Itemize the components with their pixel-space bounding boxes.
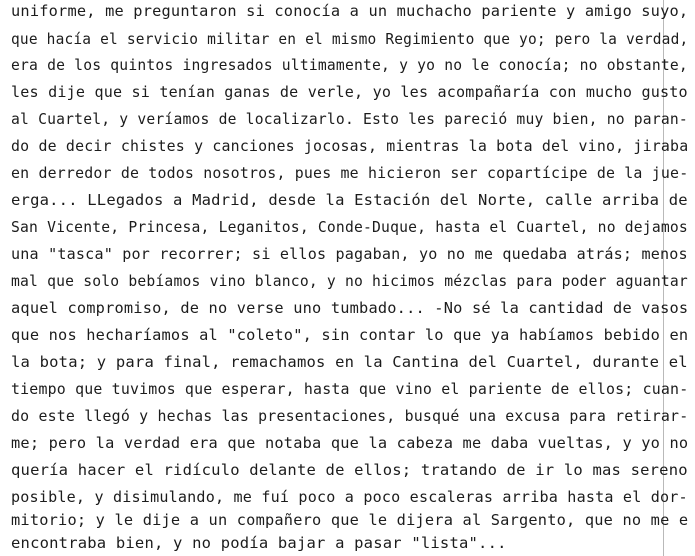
text-line: mal que solo bebíamos vino blanco, y no hicimos mézclas para poder aguantar [11, 272, 688, 290]
text-line: mitorio; y le dije a un compañero que le dijera al Sargento, que no me e [11, 511, 689, 529]
text-line: do de decir chistes y canciones jocosas, mientras la bota del vino, jiraba [11, 137, 689, 155]
text-line: la bota; y para final, remachamos en la Cantina del Cuartel, durante el [11, 353, 688, 371]
text-line: tiempo que tuvimos que esperar, hasta que vino el pariente de ellos; cuan- [11, 380, 689, 398]
text-line: en derredor de todos nosotros, pues me hicieron ser copartícipe de la jue- [11, 164, 689, 182]
text-line: erga... LLegados a Madrid, desde la Estación del Norte, calle arriba de [11, 191, 688, 209]
text-line: era de los quintos ingresados ultimamente, y yo no le conocía; no obstante, [11, 56, 688, 74]
text-line: les dije que si tenían ganas de verle, yo les acompañaría con mucho gusto [11, 83, 688, 101]
text-line: que nos hecharíamos al "coleto", sin contar lo que ya habíamos bebido en [11, 326, 689, 344]
text-line: una "tasca" por recorrer; si ellos pagaban, yo no me quedaba atrás; menos [11, 245, 688, 263]
text-line: quería hacer el ridículo delante de ellos; tratando de ir lo mas sereno [11, 461, 688, 479]
text-line: posible, y disimulando, me fuí poco a poco escaleras arriba hasta el dor- [11, 488, 688, 506]
text-line: San Vicente, Princesa, Leganitos, Conde-Duque, hasta el Cuartel, no dejamos [11, 218, 688, 236]
text-line: aquel compromiso, de no verse uno tumbado... -No sé la cantidad de vasos [11, 299, 689, 317]
text-line: al Cuartel, y veríamos de localizarlo. Esto les pareció muy bien, no paran- [11, 110, 688, 128]
text-line: do este llegó y hechas las presentaciones, busqué una excusa para retirar- [11, 407, 689, 425]
text-line: encontraba bien, y no podía bajar a pasar "lista"... [11, 534, 507, 552]
text-line: que hacía el servicio militar en el mismo Regimiento que yo; pero la verdad, [11, 30, 689, 48]
text-line: uniforme, me preguntaron si conocía a un muchacho pariente y amigo suyo, [11, 2, 689, 20]
text-line: me; pero la verdad era que notaba que la cabeza me daba vueltas, y yo no [11, 434, 689, 452]
